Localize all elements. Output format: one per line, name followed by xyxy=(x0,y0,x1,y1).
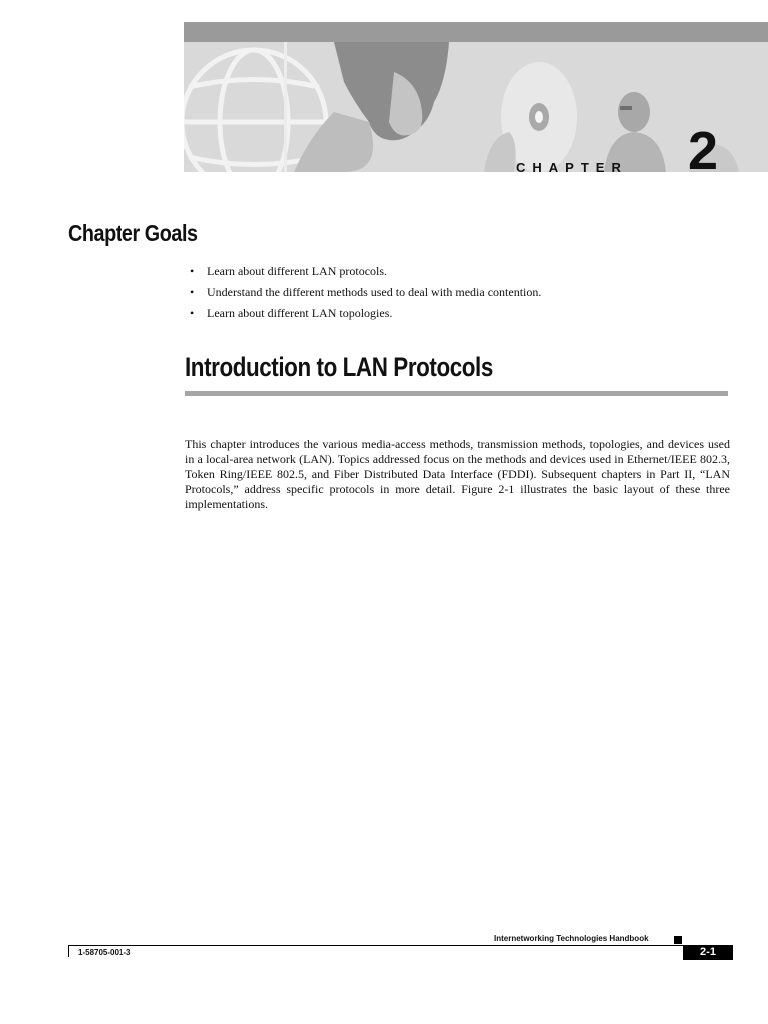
footer-book-title: Internetworking Technologies Handbook xyxy=(494,934,649,943)
cd-disc-icon xyxy=(484,62,577,172)
page-number: 2-1 xyxy=(683,945,733,960)
bullet-icon: • xyxy=(190,285,195,299)
intro-paragraph: This chapter introduces the various media-access methods, transmission methods, topologies, and devices used in a local-area network (LAN). Topics addressed focus on the methods and devices used in Ethernet/IEEE 802.3, Token Ring/IEEE 802.5, and Fiber Distributed Data Interface (FDDI). Subsequent chapters in Part II, “LAN Protocols,” address specific protocols in more detail. Figure 2-1 illustrates the basic layout of these three implementations. xyxy=(185,437,730,511)
person-silhouette-icon xyxy=(294,42,449,172)
list-item-text: Learn about different LAN protocols. xyxy=(207,264,388,278)
bullet-icon: • xyxy=(190,264,195,278)
list-item xyxy=(186,282,541,303)
chapter-goals-list xyxy=(186,261,541,324)
chapter-label: CHAPTER xyxy=(516,160,628,175)
list-item xyxy=(186,303,541,324)
banner-illustration xyxy=(184,42,768,172)
bullet-icon: • xyxy=(190,306,195,320)
section-divider xyxy=(185,391,728,396)
list-item xyxy=(186,261,541,282)
footer-rule xyxy=(68,945,683,946)
footer-isbn: 1-58705-001-3 xyxy=(78,948,131,957)
section-heading: Introduction to LAN Protocols xyxy=(185,352,493,382)
chapter-banner xyxy=(184,22,768,172)
footer-marker xyxy=(674,936,682,944)
list-item-text: Learn about different LAN topologies. xyxy=(207,306,393,320)
list-item-text: Understand the different methods used to deal with media contention. xyxy=(207,285,542,299)
footer-tick xyxy=(68,945,69,957)
banner-top-bar xyxy=(184,22,768,42)
chapter-goals-heading: Chapter Goals xyxy=(68,220,198,246)
chapter-number: 2 xyxy=(688,121,719,181)
